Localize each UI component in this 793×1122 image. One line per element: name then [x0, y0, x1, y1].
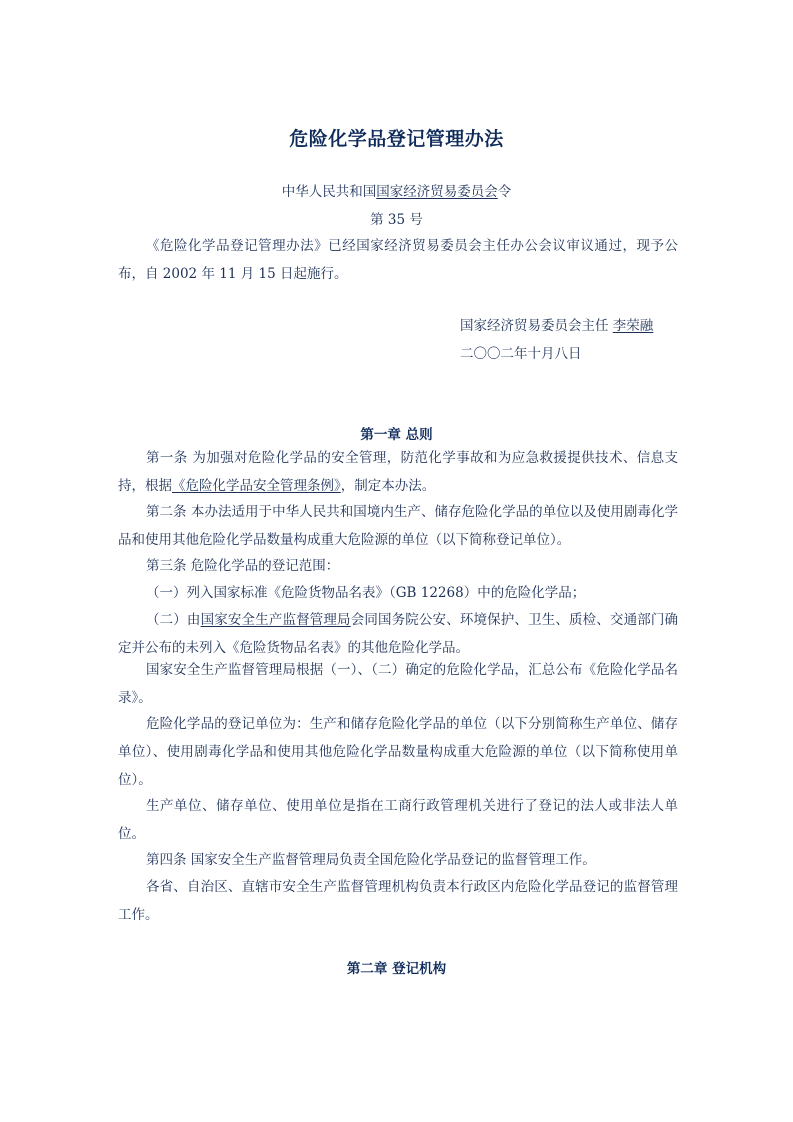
units-paragraph: 危险化学品的登记单位为：生产和储存危险化学品的单位（以下分别简称生产单位、储存单位）、使用剧毒化学品和使用其他危险化学品数量构成重大危险源的单位（以下简称使用单位）。 — [118, 716, 678, 788]
catalog-paragraph: 国家安全生产监督管理局根据（一）、（二）确定的危险化学品，汇总公布《危险化学品名录》。 — [118, 662, 678, 706]
safety-bureau-link[interactable]: 国家安全生产监督管理局 — [200, 612, 351, 628]
article-3-item-2 — [118, 606, 678, 662]
legal-entity-paragraph: 生产单位、储存单位、使用单位是指在工商行政管理机关进行了登记的法人或非法人单位。 — [118, 798, 678, 842]
article-4: 第四条 国家安全生产监督管理局负责全国危险化学品登记的监督管理工作。 — [146, 852, 596, 868]
article-3: 第三条 危险化学品的登记范围： — [146, 558, 340, 574]
order-issuer — [0, 182, 793, 202]
chapter-1-heading: 第一章 总则 — [360, 427, 433, 443]
article-3-item-1: （一）列入国家标准《危险货物品名表》（GB 12268）中的危险化学品； — [146, 585, 586, 601]
article-1-text-a: 第一条 为加强对危险化学品的安全管理，防范化学事故和为应急救援提供技术、信息支持，根据 — [118, 450, 678, 494]
document-title: 危险化学品登记管理办法 — [289, 128, 504, 150]
promulgation-text: 《危险化学品登记管理办法》已经国家经济贸易委员会主任办公会议审议通过，现予公布，自 2002 年 11 月 15 日起施行。 — [118, 238, 678, 282]
signature-name-link[interactable]: 李荣融 — [612, 318, 654, 334]
signature-position: 国家经济贸易委员会主任 — [460, 318, 609, 334]
signature-line — [460, 316, 653, 336]
regulation-link[interactable]: 《危险化学品安全管理条例》 — [172, 478, 341, 494]
issuer-prefix: 中华人民共和国 — [281, 184, 377, 200]
item-2-text-b: 会同国务院公安、环境保护、卫生、质检、交通部门确定并公布的未列入《危险货物品名表》的其他危险化学品。 — [118, 612, 679, 656]
article-2: 第二条 本办法适用于中华人民共和国境内生产、储存危险化学品的单位以及使用剧毒化学品和使用其他危险化学品数量构成重大危险源的单位（以下简称登记单位）。 — [118, 504, 678, 548]
article-1 — [118, 444, 678, 500]
item-2-text-a: （二）由 — [146, 612, 201, 628]
local-supervision-paragraph: 各省、自治区、直辖市安全生产监督管理机构负责本行政区内危险化学品登记的监督管理工作。 — [118, 879, 678, 923]
article-1-text-b: ，制定本办法。 — [340, 478, 436, 494]
chapter-2-heading: 第二章 登记机构 — [346, 961, 447, 977]
issuer-link[interactable]: 国家经济贸易委员会 — [376, 184, 498, 200]
issuer-suffix: 令 — [497, 184, 512, 200]
signature-date: 二〇〇二年十月八日 — [460, 346, 582, 362]
order-number: 第 35 号 — [370, 212, 423, 228]
